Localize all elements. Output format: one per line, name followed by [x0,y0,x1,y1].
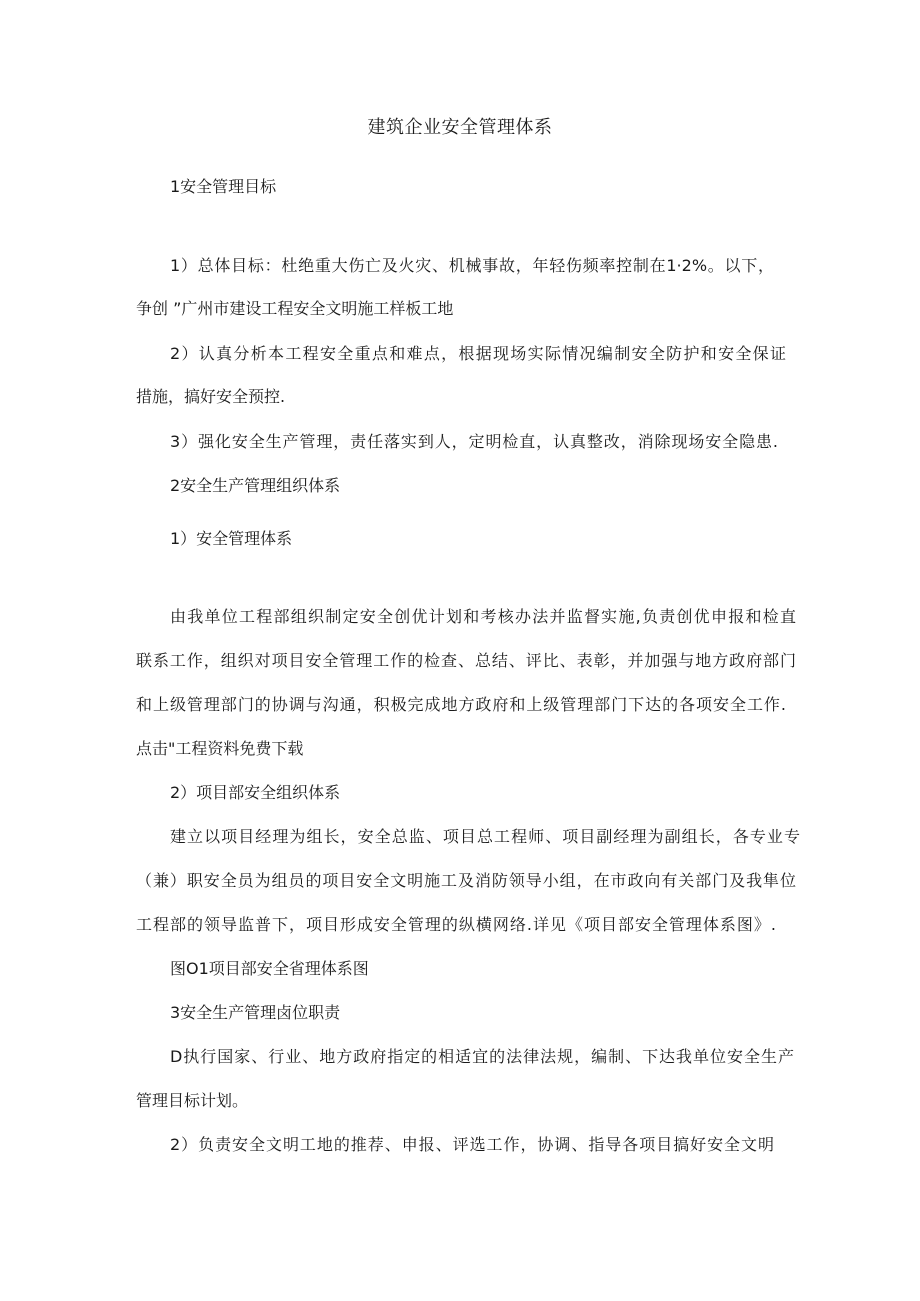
section-heading-2: 2安全生产管理组织体系 [170,476,341,495]
paragraph-line: 措施，搞好安全预控. [136,387,286,406]
paragraph-line: 管理目标计划。 [136,1091,249,1110]
section-heading-3: 3安全生产管理卤位职责 [170,1003,341,1022]
paragraph-line: （兼）职安全员为组员的项目安全文明施工及消防领导小组，在市政向有关部门及我隼位 [136,871,796,890]
paragraph-line: 3）强化安全生产管理，责任落实到人，定明检直，认真整改，消除现场安全隐患. [170,432,778,451]
paragraph-line: 争创 ”广州市建设工程安全文明施工样板工地 [136,299,454,318]
paragraph-line: 2）认真分析本工程安全重点和难点，根据现场实际情况编制安全防护和安全保证 [170,344,786,363]
paragraph-line: 2）负责安全文明工地的推荐、申报、评选工作，协调、指导各项目搞好安全文明 [170,1135,774,1154]
download-link-text: 点击"工程资料免费下载 [136,739,304,758]
figure-caption: 图O1项目部安全省理体系图 [170,959,369,978]
paragraph-line: 由我单位工程部组织制定安全创优计划和考核办法并监督实施,负责创优申报和检直 [170,607,796,626]
paragraph-line: 和上级管理部门的协调与沟通，积极完成地方政府和上级管理部门下达的各项安全工作. [136,695,786,714]
paragraph-line: 联系工作，组织对项目安全管理工作的检查、总结、评比、表彰，并加强与地方政府部门 [136,651,796,670]
document-title: 建筑企业安全管理体系 [367,117,553,138]
paragraph-line: D执行国家、行业、地方政府指定的相适宜的法律法规，编制、下达我单位安全生产 [170,1047,794,1066]
subsection-heading: 2）项目部安全组织体系 [170,783,341,802]
paragraph-line: 1）总体目标：杜绝重大伤亡及火灾、机械事故，年轻伤频率控制在1·2%。以下， [170,256,774,275]
paragraph-line: 建立以项目经理为组长，安全总监、项目总工程师、项目副经理为副组长，各专业专 [170,827,800,846]
paragraph-line: 工程部的领导监普下，项目形成安全管理的纵横网络.详见《项目部安全管理体系图》. [136,915,776,934]
subsection-heading: 1）安全管理体系 [170,529,293,548]
section-heading-1: 1安全管理目标 [170,177,277,196]
